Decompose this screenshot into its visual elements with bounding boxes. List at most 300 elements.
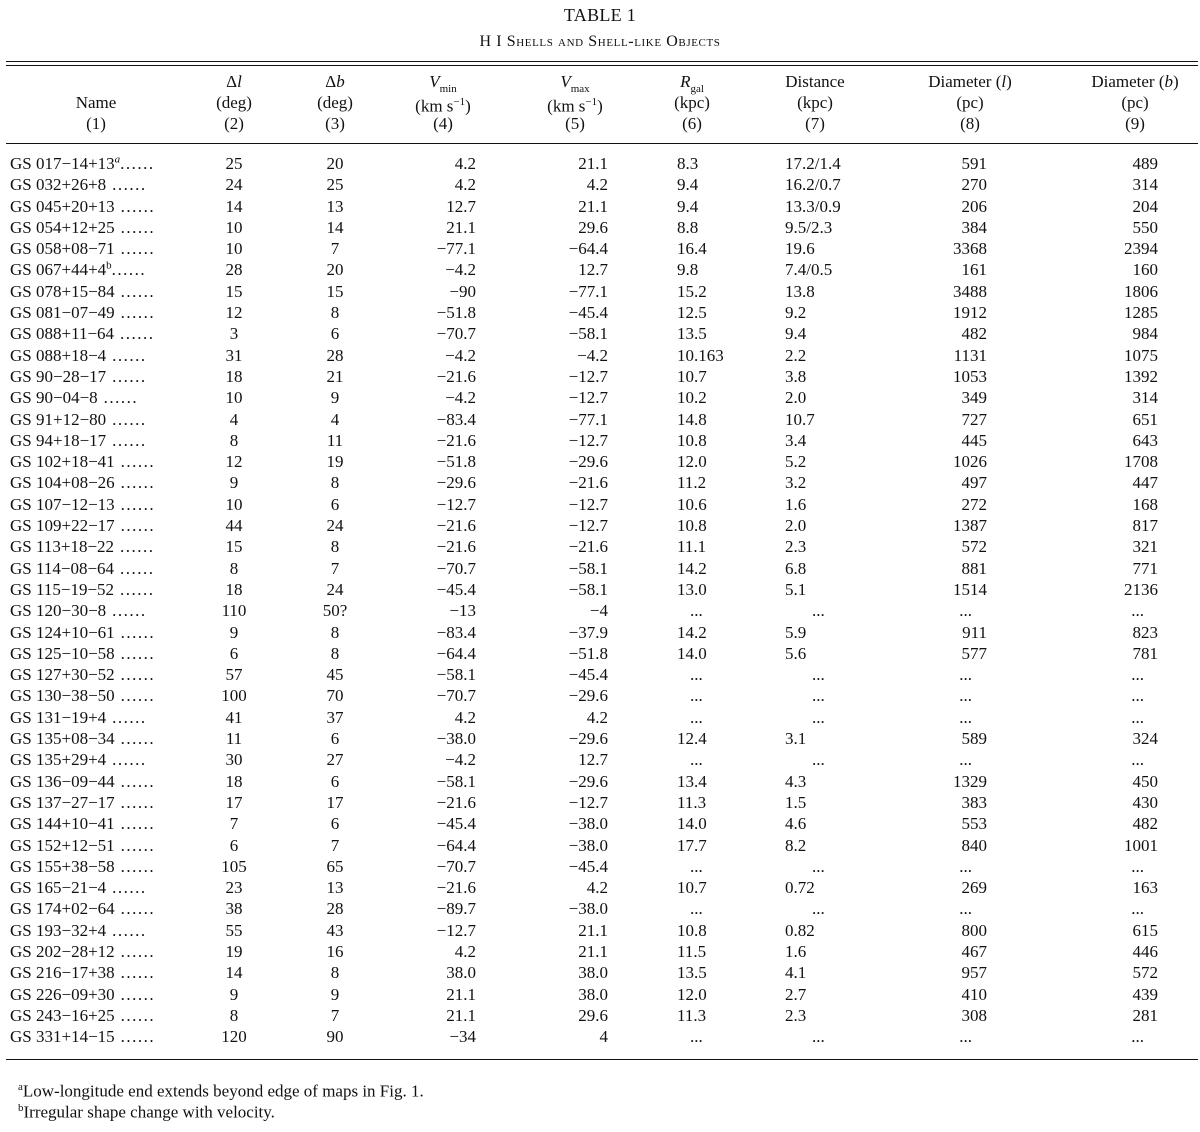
- rgal-cell: 11.1: [677, 537, 707, 557]
- leader-dots: ......: [120, 537, 155, 557]
- diameter-b-cell: 439: [1132, 984, 1158, 1004]
- diameter-l-cell: 727: [961, 409, 987, 429]
- shell-name: GS 114−08−64: [10, 558, 115, 578]
- rgal-cell: ...: [690, 1027, 703, 1047]
- name-cell: [10, 728, 155, 749]
- distance-cell: 7.4/0.5: [785, 260, 833, 280]
- vmin-cell: 4.2: [454, 707, 476, 727]
- shell-name: GS 152+12−51: [10, 835, 115, 855]
- name-cell: [10, 153, 155, 174]
- header-delta-b: [295, 71, 375, 134]
- diameter-l-cell: 445: [961, 430, 987, 450]
- leader-dots: ......: [120, 324, 155, 344]
- name-cell: [10, 920, 147, 941]
- name-cell: [10, 749, 147, 770]
- delta-b-cell: 28: [326, 899, 344, 919]
- delta-l-cell: 28: [225, 260, 243, 280]
- diameter-b-cell: 1806: [1124, 281, 1158, 301]
- distance-cell: ...: [812, 601, 825, 621]
- name-cell: [10, 1005, 155, 1026]
- delta-l-cell: 10: [225, 494, 243, 514]
- diameter-b-cell: 771: [1132, 558, 1158, 578]
- delta-b-cell: 13: [326, 878, 344, 898]
- diameter-b-cell: 489: [1132, 154, 1158, 173]
- delta-b-cell: 8: [330, 537, 340, 557]
- table-row: [0, 579, 1200, 600]
- table-row: [0, 238, 1200, 259]
- name-cell: [10, 600, 147, 621]
- table-row: [0, 685, 1200, 706]
- leader-dots: ......: [120, 154, 155, 173]
- shell-name: GS 90−28−17: [10, 366, 107, 386]
- rgal-cell: ...: [690, 601, 703, 621]
- footnote-ref: a: [114, 153, 121, 166]
- delta-b-cell: 90: [326, 1027, 344, 1047]
- delta-l-cell: 6: [229, 643, 239, 663]
- header-line: Distance: [785, 72, 845, 91]
- name-cell: [10, 451, 155, 472]
- name-cell: [10, 238, 155, 259]
- vmin-cell: −83.4: [436, 409, 476, 429]
- diameter-l-cell: 957: [961, 963, 987, 983]
- distance-cell: 2.2: [785, 345, 807, 365]
- header-rgal: [652, 71, 732, 134]
- delta-l-cell: 10: [225, 239, 243, 259]
- rgal-cell: 11.2: [677, 473, 707, 493]
- diameter-l-cell: ...: [959, 750, 972, 770]
- delta-l-cell: 31: [225, 345, 243, 365]
- table-subtitle: H I Shells and Shell-like Objects: [479, 33, 721, 50]
- vmax-cell: −12.7: [568, 366, 608, 386]
- table-row: [0, 153, 1200, 174]
- delta-l-cell: 3: [229, 324, 239, 344]
- diameter-b-cell: ...: [1131, 1027, 1144, 1047]
- delta-b-cell: 6: [330, 771, 340, 791]
- shell-name: GS 135+08−34: [10, 729, 115, 749]
- vmax-cell: 21.1: [578, 920, 608, 940]
- vmin-cell: −70.7: [436, 324, 476, 344]
- vmax-cell: −21.6: [568, 537, 608, 557]
- distance-cell: 0.82: [785, 920, 815, 940]
- header-line: $V_{min}$: [429, 72, 457, 96]
- vmin-cell: −29.6: [436, 473, 476, 493]
- vmax-cell: −45.4: [568, 856, 608, 876]
- distance-cell: ...: [812, 686, 825, 706]
- table-row: [0, 643, 1200, 664]
- name-cell: [10, 984, 155, 1005]
- header-line: (6): [682, 114, 702, 133]
- vmin-cell: 4.2: [454, 154, 476, 173]
- leader-dots: ......: [120, 196, 156, 216]
- table-row: [0, 898, 1200, 919]
- vmax-cell: 29.6: [578, 217, 608, 237]
- diameter-l-cell: 270: [961, 175, 987, 195]
- diameter-b-cell: 446: [1132, 941, 1158, 961]
- diameter-b-cell: 204: [1132, 196, 1158, 216]
- delta-l-cell: 8: [229, 430, 239, 450]
- leader-dots: ......: [120, 984, 156, 1004]
- shell-name: GS 045+20+13: [10, 196, 115, 216]
- vmin-cell: −12.7: [436, 494, 476, 514]
- shell-name: GS 017−14+13: [10, 154, 115, 173]
- header-line: (5): [565, 114, 585, 133]
- vmin-cell: −58.1: [436, 665, 476, 685]
- table-row: [0, 196, 1200, 217]
- delta-b-cell: 7: [330, 1005, 340, 1025]
- shell-name: GS 94+18−17: [10, 430, 107, 450]
- leader-dots: ......: [112, 345, 147, 365]
- rgal-cell: 13.0: [677, 579, 707, 599]
- distance-cell: 17.2/1.4: [785, 154, 841, 173]
- vmin-cell: −64.4: [436, 643, 476, 663]
- name-cell: [10, 409, 147, 430]
- leader-dots: ......: [120, 792, 156, 812]
- delta-l-cell: 12: [225, 452, 243, 472]
- header-line: [46, 71, 146, 92]
- vmin-cell: 21.1: [446, 217, 476, 237]
- distance-cell: 8.2: [785, 835, 807, 855]
- name-cell: [10, 323, 155, 344]
- rgal-cell: 13.5: [677, 324, 707, 344]
- diameter-b-cell: 321: [1132, 537, 1158, 557]
- vmin-cell: −51.8: [436, 452, 476, 472]
- name-cell: [10, 494, 155, 515]
- diameter-b-cell: 324: [1132, 729, 1158, 749]
- rgal-cell: 16.4: [677, 239, 707, 259]
- diameter-b-cell: 314: [1132, 175, 1158, 195]
- rgal-cell: 10.8: [677, 430, 707, 450]
- header-line: (km $s^{-1}$): [547, 96, 603, 116]
- table-row: [0, 622, 1200, 643]
- distance-cell: 9.2: [785, 303, 807, 323]
- leader-dots: ......: [120, 239, 156, 259]
- header-name: [46, 71, 146, 134]
- delta-b-cell: 70: [326, 686, 344, 706]
- leader-dots: ......: [112, 409, 147, 429]
- vmax-cell: −12.7: [568, 494, 608, 514]
- vmin-cell: 4.2: [454, 941, 476, 961]
- distance-cell: 5.2: [785, 452, 807, 472]
- name-cell: [10, 941, 155, 962]
- delta-b-cell: 17: [326, 792, 344, 812]
- vmax-cell: −38.0: [568, 814, 608, 834]
- shell-name: GS 216−17+38: [10, 963, 115, 983]
- leader-dots: ......: [120, 856, 156, 876]
- vmax-cell: −12.7: [568, 388, 608, 408]
- diameter-b-cell: 168: [1132, 494, 1158, 514]
- name-cell: [10, 302, 155, 323]
- delta-b-cell: 9: [330, 984, 340, 1004]
- leader-dots: ......: [112, 601, 147, 621]
- shell-name: GS 088+18−4: [10, 345, 107, 365]
- delta-b-cell: 24: [326, 579, 344, 599]
- diameter-b-cell: 984: [1132, 324, 1158, 344]
- shell-name: GS 120−30−8: [10, 601, 107, 621]
- leader-dots: ......: [120, 281, 156, 301]
- shell-name: GS 135+29+4: [10, 750, 107, 770]
- header-distance: [760, 71, 870, 134]
- table-body: [0, 153, 1200, 1047]
- distance-cell: 1.5: [785, 792, 807, 812]
- diameter-l-cell: ...: [959, 707, 972, 727]
- table-row: [0, 323, 1200, 344]
- vmax-cell: 21.1: [578, 196, 608, 216]
- diameter-l-cell: 308: [961, 1005, 987, 1025]
- delta-l-cell: 17: [225, 792, 243, 812]
- vmax-cell: 12.7: [578, 750, 608, 770]
- footnote-mark: b: [18, 1102, 24, 1114]
- shell-name: GS 124+10−61: [10, 622, 115, 642]
- vmin-cell: −45.4: [436, 579, 476, 599]
- distance-cell: 13.8: [785, 281, 815, 301]
- delta-b-cell: 7: [330, 239, 340, 259]
- rgal-cell: 14.2: [677, 622, 707, 642]
- vmax-cell: −4.2: [577, 345, 608, 365]
- shell-name: GS 137−27−17: [10, 792, 115, 812]
- shell-name: GS 109+22−17: [10, 516, 115, 536]
- distance-cell: 5.1: [785, 579, 807, 599]
- rgal-cell: 13.5: [677, 963, 707, 983]
- vmax-cell: 12.7: [578, 260, 608, 280]
- header-line: (4): [433, 114, 453, 133]
- delta-l-cell: 9: [229, 473, 239, 493]
- diameter-b-cell: ...: [1131, 856, 1144, 876]
- vmax-cell: −29.6: [568, 729, 608, 749]
- header-vmin: [393, 71, 493, 134]
- rgal-cell: 14.8: [677, 409, 707, 429]
- diameter-b-cell: 817: [1132, 516, 1158, 536]
- rgal-cell: 8.8: [677, 217, 699, 237]
- vmin-cell: −4.2: [445, 388, 476, 408]
- rgal-cell: ...: [690, 686, 703, 706]
- leader-dots: ......: [120, 579, 155, 599]
- header-delta-l: [194, 71, 274, 134]
- delta-b-cell: 7: [330, 558, 340, 578]
- shell-name: GS 130−38−50: [10, 686, 115, 706]
- vmin-cell: −70.7: [436, 686, 476, 706]
- diameter-l-cell: 553: [961, 814, 987, 834]
- diameter-l-cell: ...: [959, 686, 972, 706]
- distance-cell: 3.2: [785, 473, 807, 493]
- vmax-cell: 4.2: [586, 175, 608, 195]
- delta-b-cell: 21: [326, 366, 344, 386]
- distance-cell: 2.7: [785, 984, 807, 1004]
- name-cell: [10, 898, 155, 919]
- diameter-b-cell: 781: [1132, 643, 1158, 663]
- delta-l-cell: 23: [225, 878, 243, 898]
- distance-cell: ...: [812, 665, 825, 685]
- name-cell: [10, 259, 146, 280]
- diameter-b-cell: 1392: [1124, 366, 1158, 386]
- header-line: (9): [1125, 114, 1145, 133]
- vmin-cell: −90: [449, 281, 476, 301]
- diameter-b-cell: 550: [1132, 217, 1158, 237]
- shell-name: GS 067+44+4: [10, 260, 107, 280]
- rgal-cell: 14.0: [677, 643, 707, 663]
- delta-l-cell: 12: [225, 303, 243, 323]
- diameter-b-cell: 450: [1132, 771, 1158, 791]
- vmin-cell: −21.6: [436, 792, 476, 812]
- shell-name: GS 107−12−13: [10, 494, 115, 514]
- name-cell: [10, 813, 155, 834]
- distance-cell: 1.6: [785, 941, 807, 961]
- vmin-cell: −70.7: [436, 558, 476, 578]
- table-row: [0, 366, 1200, 387]
- delta-b-cell: 24: [326, 516, 344, 536]
- delta-l-cell: 7: [229, 814, 239, 834]
- rgal-cell: 9.4: [677, 196, 699, 216]
- header-line: (kpc): [797, 93, 833, 112]
- distance-cell: 1.6: [785, 494, 807, 514]
- table-title: TABLE 1: [563, 5, 637, 25]
- name-cell: [10, 664, 155, 685]
- vmax-cell: −58.1: [568, 579, 608, 599]
- delta-l-cell: 19: [225, 941, 243, 961]
- name-cell: [10, 558, 155, 579]
- leader-dots: ......: [120, 516, 156, 536]
- distance-cell: 2.0: [785, 516, 807, 536]
- rgal-cell: 12.5: [677, 303, 707, 323]
- name-cell: [10, 962, 155, 983]
- shell-name: GS 202−28+12: [10, 941, 115, 961]
- delta-l-cell: 38: [225, 899, 243, 919]
- leader-dots: ......: [120, 835, 156, 855]
- vmin-cell: −34: [449, 1027, 476, 1047]
- shell-name: GS 331+14−15: [10, 1027, 115, 1047]
- delta-b-cell: 8: [330, 303, 340, 323]
- table-row: [0, 835, 1200, 856]
- vmax-cell: −58.1: [568, 558, 608, 578]
- vmin-cell: −12.7: [436, 920, 476, 940]
- footnote-text: Irregular shape change with velocity.: [23, 1102, 275, 1122]
- rgal-cell: 8.3: [677, 154, 699, 173]
- delta-b-cell: 16: [326, 941, 344, 961]
- delta-b-cell: 13: [326, 196, 344, 216]
- diameter-b-cell: 2394: [1124, 239, 1158, 259]
- shell-name: GS 113+18−22: [10, 537, 115, 557]
- vmax-cell: 4.2: [586, 878, 608, 898]
- shell-name: GS 165−21−4: [10, 878, 107, 898]
- delta-b-cell: 27: [326, 750, 344, 770]
- diameter-l-cell: 1912: [953, 303, 987, 323]
- delta-l-cell: 15: [225, 537, 243, 557]
- header-vmax: [525, 71, 625, 134]
- vmin-cell: −21.6: [436, 366, 476, 386]
- leader-dots: ......: [120, 643, 156, 663]
- distance-cell: 4.6: [785, 814, 807, 834]
- header-line: Diameter (b): [1091, 72, 1179, 91]
- rgal-cell: 10.6: [677, 494, 707, 514]
- footnote-b: [18, 1102, 275, 1123]
- delta-l-cell: 6: [229, 835, 239, 855]
- delta-b-cell: 6: [330, 814, 340, 834]
- leader-dots: ......: [120, 558, 155, 578]
- rgal-cell: 9.8: [677, 260, 699, 280]
- name-cell: [10, 387, 138, 408]
- header-line: Δl: [226, 72, 242, 91]
- delta-b-cell: 15: [326, 281, 344, 301]
- distance-cell: 2.3: [785, 537, 807, 557]
- diameter-b-cell: 314: [1132, 388, 1158, 408]
- diameter-b-cell: 615: [1132, 920, 1158, 940]
- table-row: [0, 856, 1200, 877]
- diameter-b-cell: ...: [1131, 665, 1144, 685]
- rgal-cell: ...: [690, 899, 703, 919]
- table-row: [0, 515, 1200, 536]
- delta-b-cell: 8: [330, 643, 340, 663]
- diameter-l-cell: ...: [959, 601, 972, 621]
- shell-name: GS 125−10−58: [10, 643, 115, 663]
- vmin-cell: −58.1: [436, 771, 476, 791]
- table-row: [0, 984, 1200, 1005]
- name-cell: [10, 430, 147, 451]
- table-row: [0, 472, 1200, 493]
- leader-dots: ......: [120, 665, 156, 685]
- diameter-b-cell: 430: [1132, 792, 1158, 812]
- rgal-cell: 10.7: [677, 878, 707, 898]
- leader-dots: ......: [120, 814, 156, 834]
- vmin-cell: −21.6: [436, 878, 476, 898]
- delta-l-cell: 14: [225, 963, 243, 983]
- distance-cell: ...: [812, 899, 825, 919]
- name-cell: [10, 366, 147, 387]
- vmax-cell: −58.1: [568, 324, 608, 344]
- name-cell: [10, 622, 155, 643]
- vmax-cell: −29.6: [568, 686, 608, 706]
- shell-name: GS 104+08−26: [10, 473, 115, 493]
- leader-dots: ......: [120, 473, 156, 493]
- rgal-cell: 11.3: [677, 1005, 707, 1025]
- diameter-b-cell: 1708: [1124, 452, 1158, 472]
- shell-name: GS 144+10−41: [10, 814, 115, 834]
- diameter-b-cell: ...: [1131, 686, 1144, 706]
- header-line: $R_{gal}$: [680, 72, 704, 96]
- diameter-l-cell: ...: [959, 899, 972, 919]
- header-line: (3): [325, 114, 345, 133]
- leader-dots: ......: [120, 899, 156, 919]
- vmin-cell: 4.2: [454, 175, 476, 195]
- delta-l-cell: 14: [225, 196, 243, 216]
- shell-name: GS 226−09+30: [10, 984, 115, 1004]
- shell-name: GS 088+11−64: [10, 324, 115, 344]
- table-row: [0, 877, 1200, 898]
- diameter-b-cell: 572: [1132, 963, 1158, 983]
- shell-name: GS 91+12−80: [10, 409, 107, 429]
- vmin-cell: −4.2: [445, 260, 476, 280]
- shell-name: GS 174+02−64: [10, 899, 115, 919]
- vmax-cell: 4: [599, 1027, 608, 1047]
- delta-l-cell: 57: [225, 665, 243, 685]
- distance-cell: 3.1: [785, 729, 807, 749]
- delta-b-cell: 9: [330, 388, 340, 408]
- name-cell: [10, 281, 155, 302]
- distance-cell: 4.3: [785, 771, 807, 791]
- vmax-cell: −37.9: [568, 622, 608, 642]
- vmin-cell: −38.0: [436, 729, 476, 749]
- rgal-cell: 9.4: [677, 175, 699, 195]
- diameter-b-cell: 1285: [1124, 303, 1158, 323]
- distance-cell: ...: [812, 750, 825, 770]
- diameter-l-cell: ...: [959, 856, 972, 876]
- diameter-l-cell: 3488: [953, 281, 987, 301]
- leader-dots: ......: [120, 941, 156, 961]
- rgal-cell: ...: [690, 707, 703, 727]
- distance-cell: 3.4: [785, 430, 807, 450]
- distance-cell: 10.7: [785, 409, 815, 429]
- distance-cell: 6.8: [785, 558, 807, 578]
- diameter-l-cell: 467: [961, 941, 987, 961]
- distance-cell: 9.5/2.3: [785, 217, 833, 237]
